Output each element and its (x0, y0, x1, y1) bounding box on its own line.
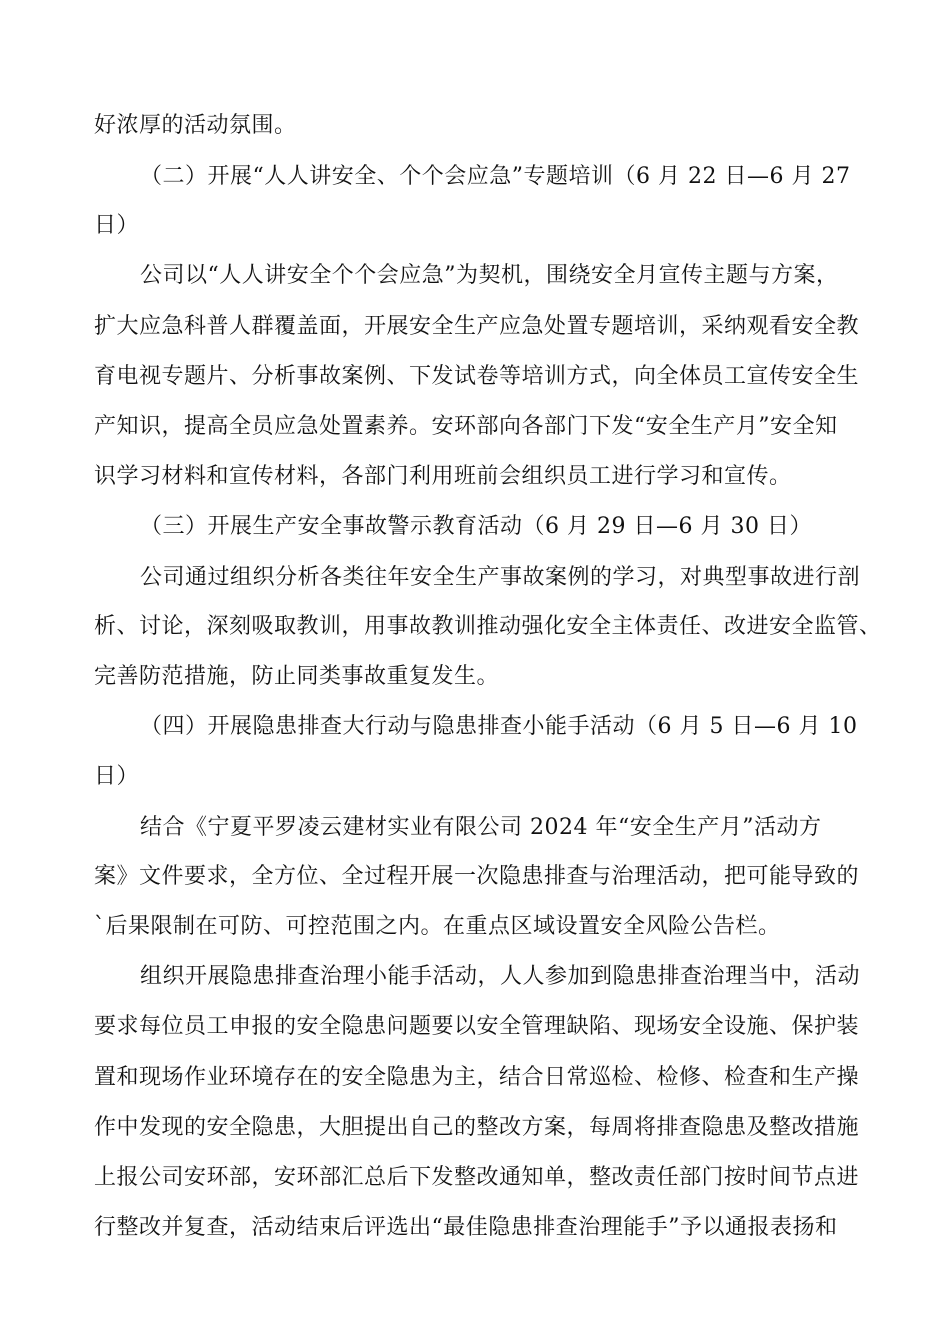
text-line: 作中发现的安全隐患，大胆提出自己的整改方案，每周将排查隐患及整改措施 (94, 1115, 860, 1140)
text-line: 结合《宁夏平罗凌云建材实业有限公司 2024 年“安全生产月”活动方 (140, 815, 822, 840)
text-line: 公司通过组织分析各类往年安全生产事故案例的学习，对典型事故进行剖 (140, 565, 861, 590)
text-line: 识学习材料和宣传材料，各部门利用班前会组织员工进行学习和宣传。 (94, 464, 792, 489)
text-line: 产知识，提高全员应急处置素养。安环部向各部门下发“安全生产月”安全知 (94, 414, 838, 439)
text-line: `后果限制在可防、可控范围之内。在重点区域设置安全风险公告栏。 (94, 914, 781, 939)
text-line: 析、讨论，深刻吸取教训，用事故教训推动强化安全主体责任、改进安全监管、 (94, 614, 882, 639)
text-line: 行整改并复查，活动结束后评选出“最佳隐患排查治理能手”予以通报表扬和 (94, 1215, 838, 1240)
text-line: 完善防范措施，防止同类事故重复发生。 (94, 664, 500, 689)
text-line: 案》文件要求，全方位、全过程开展一次隐患排查与治理活动，把可能导致的 (94, 864, 860, 889)
text-line: 日） (94, 213, 140, 238)
section-heading-2: （二）开展“人人讲安全、个个会应急”专题培训（6 月 22 日—6 月 27 (140, 164, 851, 189)
text-line: 育电视专题片、分析事故案例、下发试卷等培训方式，向全体员工宣传安全生 (94, 364, 860, 389)
text-line: 上报公司安环部，安环部汇总后下发整改通知单，整改责任部门按时间节点进 (94, 1165, 860, 1190)
text-line: 日） (94, 764, 140, 789)
text-line: 公司以“人人讲安全个个会应急”为契机，围绕安全月宣传主题与方案， (140, 263, 839, 288)
text-line: 扩大应急科普人群覆盖面，开展安全生产应急处置专题培训，采纳观看安全教 (94, 314, 860, 339)
text-line: 好浓厚的活动氛围。 (94, 113, 297, 138)
text-line: 置和现场作业环境存在的安全隐患为主，结合日常巡检、检修、检查和生产操 (94, 1065, 860, 1090)
text-line: 要求每位员工申报的安全隐患问题要以安全管理缺陷、现场安全设施、保护装 (94, 1014, 860, 1039)
text-line: 组织开展隐患排查治理小能手活动，人人参加到隐患排查治理当中，活动 (140, 964, 861, 989)
section-heading-3: （三）开展生产安全事故警示教育活动（6 月 29 日—6 月 30 日） (140, 514, 812, 539)
section-heading-4: （四）开展隐患排查大行动与隐患排查小能手活动（6 月 5 日—6 月 10 (140, 714, 858, 739)
